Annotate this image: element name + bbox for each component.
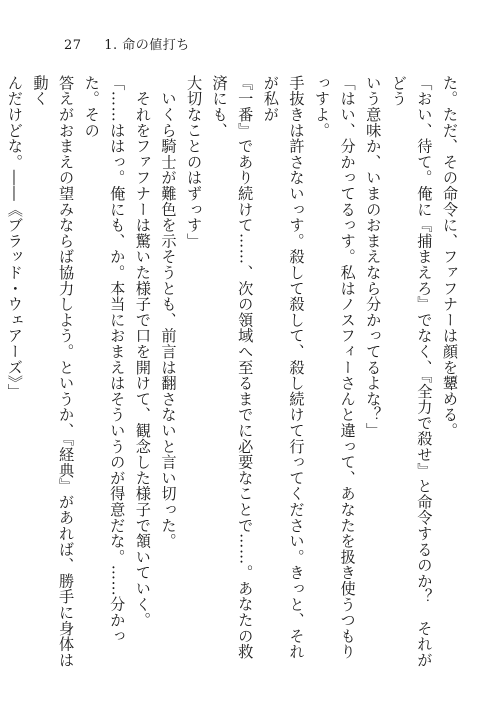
text-line: 「はい、分かってるっす。私はノスフィーさんと違って、あなたを扱き使うつもりっすよ。 bbox=[313, 75, 357, 660]
text-line bbox=[0, 75, 1, 675]
text-line: 大切なことのはずっす」 bbox=[185, 75, 204, 249]
body-text bbox=[5, 75, 462, 675]
text-line: 「……ははっ。俺にも、か。本当におまえはそういうのが得意だな。……分かった。その bbox=[82, 75, 127, 644]
text-line: 『一番』であり続けて……、次の領域へ至るまでに必要なことで……。あなたの救済にも、 bbox=[210, 75, 255, 660]
text-line: いう意味か、いまのおまえなら分かってるよな？」 bbox=[364, 75, 383, 439]
text-line: 答えがおまえの望みならば協力しよう。というか、『経典』があれば、勝手に身体は動く bbox=[31, 75, 76, 668]
page-number: 27 bbox=[64, 38, 82, 53]
text-line: た。ただ、その命令に、ファフナーは顔を顰める。 bbox=[441, 75, 459, 439]
text-line: 手抜きは許さないっす。殺して殺して、殺し続けて行ってください。きっと、それが私が bbox=[261, 75, 306, 660]
text-line: んだけどな。――《ブラッド・ウェアーズ》」 bbox=[5, 75, 24, 400]
running-head bbox=[64, 34, 190, 53]
text-line: それをファフナーは驚いた様子で口を開けて、観念した様子で頷いていく。 bbox=[133, 75, 152, 628]
text-line: いくら騎士が難色を示そうとも、前言は翻さないと言い切った。 bbox=[159, 75, 178, 549]
text-line: 「おい、待て。俺に『捕まえろ』でなく、『全力で殺せ』と命令するのか？ それがどう bbox=[389, 75, 434, 668]
chapter-title: 1. 命の値打ち bbox=[104, 38, 190, 53]
